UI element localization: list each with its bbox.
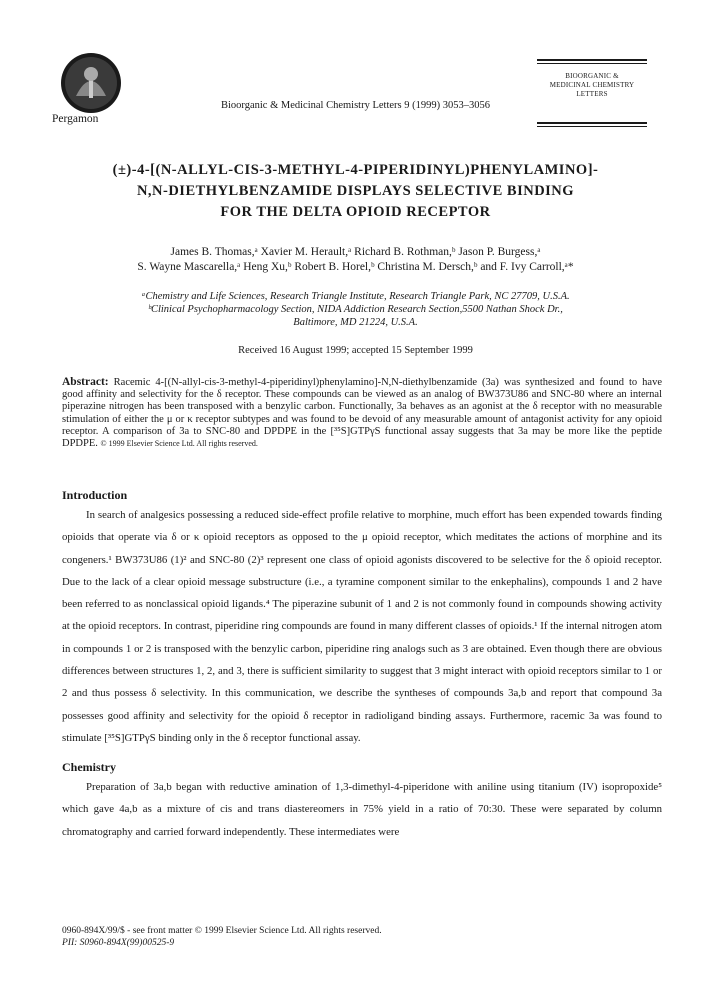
paragraph: In search of analgesics possessing a reduced side-effect profile relative to morphine, much effort has been expended towards finding opioids that operate via δ or κ opioid receptors as opposed to the μ opioid receptor, which meditates the actions of morphine and its congeners.¹ BW373U86 (1)² and SNC-80 (2)³ represent one class of opioid agonists discovered to be selective for the δ opioid receptor. Due to the lack of a clear opioid message substructure (i.e., a tyramine component similar to the enkephalins), compounds 1 and 2 have been referred to as nonclassical opioid ligands.⁴ The piperazine subunit of 1 and 2 is not commonly found in compounds showing activity at the opioid receptors. In contrast, piperidine ring compounds are found in many different classes of opioids.¹ If the internal nitrogen atom in compounds 1 or 2 is transposed with the benzylic carbon, piperidine ring analogs such as 3 are obtained. Even though there are obvious differences between structures 1, 2, and 3, there is sufficient similarity to suggest that 3 might interact with opioid receptors similar to 1 or 2 and thus possess δ selectivity. In this communication, we describe the syntheses of compounds 3a,b and report that compound 3a possesses good affinity and selectivity for the opioid δ receptor in radioligand binding assays. Furthermore, racemic 3a was found to stimulate [³⁵S]GTPγS binding only in the δ receptor functional assay. xyxy=(62,509,662,744)
introduction-body xyxy=(62,504,662,749)
paper-title: (±)-4-[(N-ALLYL-CIS-3-METHYL-4-PIPERIDINYL)PHENYLAMINO]- N,N-DIETHYLBENZAMIDE DISPLAYS SELECTIVE BINDING FOR THE DELTA OPIOID RECEPTOR xyxy=(112,162,599,220)
divider xyxy=(537,63,647,64)
journal-reference: Bioorganic & Medicinal Chemistry Letters 9 (1999) 3053–3056 xyxy=(221,100,490,111)
divider xyxy=(537,122,647,124)
abstract-copyright: © 1999 Elsevier Science Ltd. All rights reserved. xyxy=(100,439,258,449)
journal-block: BIOORGANIC & MEDICINAL CHEMISTRY LETTERS xyxy=(549,72,635,98)
author-list: James B. Thomas,ᵃ Xavier M. Herault,ᵃ Richard B. Rothman,ᵇ Jason P. Burgess,ᵃ S. Wayne Mascarella,ᵃ Heng Xu,ᵇ Robert B. Horel,ᵇ Christina M. Dersch,ᵇ and F. Ivy Carroll,ᵃ* xyxy=(137,246,574,273)
divider xyxy=(537,126,647,127)
divider xyxy=(537,59,647,61)
abstract xyxy=(62,376,662,450)
affiliations: ᵃChemistry and Life Sciences, Research Triangle Institute, Research Triangle Park, NC 27709, U.S.A. ᵇClinical Psychopharmacology Section, NIDA Addiction Research Section,5500 Nathan Shock Dr., Baltimore, MD 21224, U.S.A. xyxy=(141,291,570,328)
section-heading-introduction: Introduction xyxy=(62,488,128,502)
section-heading-chemistry: Chemistry xyxy=(62,760,116,774)
paragraph: Preparation of 3a,b began with reductive amination of 1,3-dimethyl-4-piperidone with aniline using titanium (IV) isopropoxide⁵ which gave 4a,b as a mixture of cis and trans diastereomers in 75% yield in a ratio of 70:30. These were separated by column chromatography and carried forward independently. These intermediates were xyxy=(62,781,662,838)
chemistry-body xyxy=(62,776,662,843)
abstract-label: Abstract: xyxy=(62,376,109,388)
abstract-text: Racemic 4-[(N-allyl-cis-3-methyl-4-piperidinyl)phenylamino]-N,N-diethylbenzamide (3a) was synthesized and found to have good affinity and selectivity for the δ receptor. These compounds can be viewed as an analog of BW373U86 and SNC-80 where an internal piperazine nitrogen has been transposed with a benzylic carbon. Functionally, 3a behaves as an agonist at the δ receptor with no measurable stimulation of either the μ or κ receptor subtypes and was found to be devoid of any measurable amount of antagonist activity for any opioid receptor. A comparison of 3a to SNC-80 and DPDPE in the [³⁵S]GTPγS functional assay suggests that 3a may be more like the peptide DPDPE. xyxy=(62,377,663,450)
publisher-name: Pergamon xyxy=(52,113,99,125)
received-dates: Received 16 August 1999; accepted 15 September 1999 xyxy=(238,345,473,356)
footer: 0960-894X/99/$ - see front matter © 1999 Elsevier Science Ltd. All rights reserved. PII: S0960-894X(99)00525-9 xyxy=(62,926,382,948)
